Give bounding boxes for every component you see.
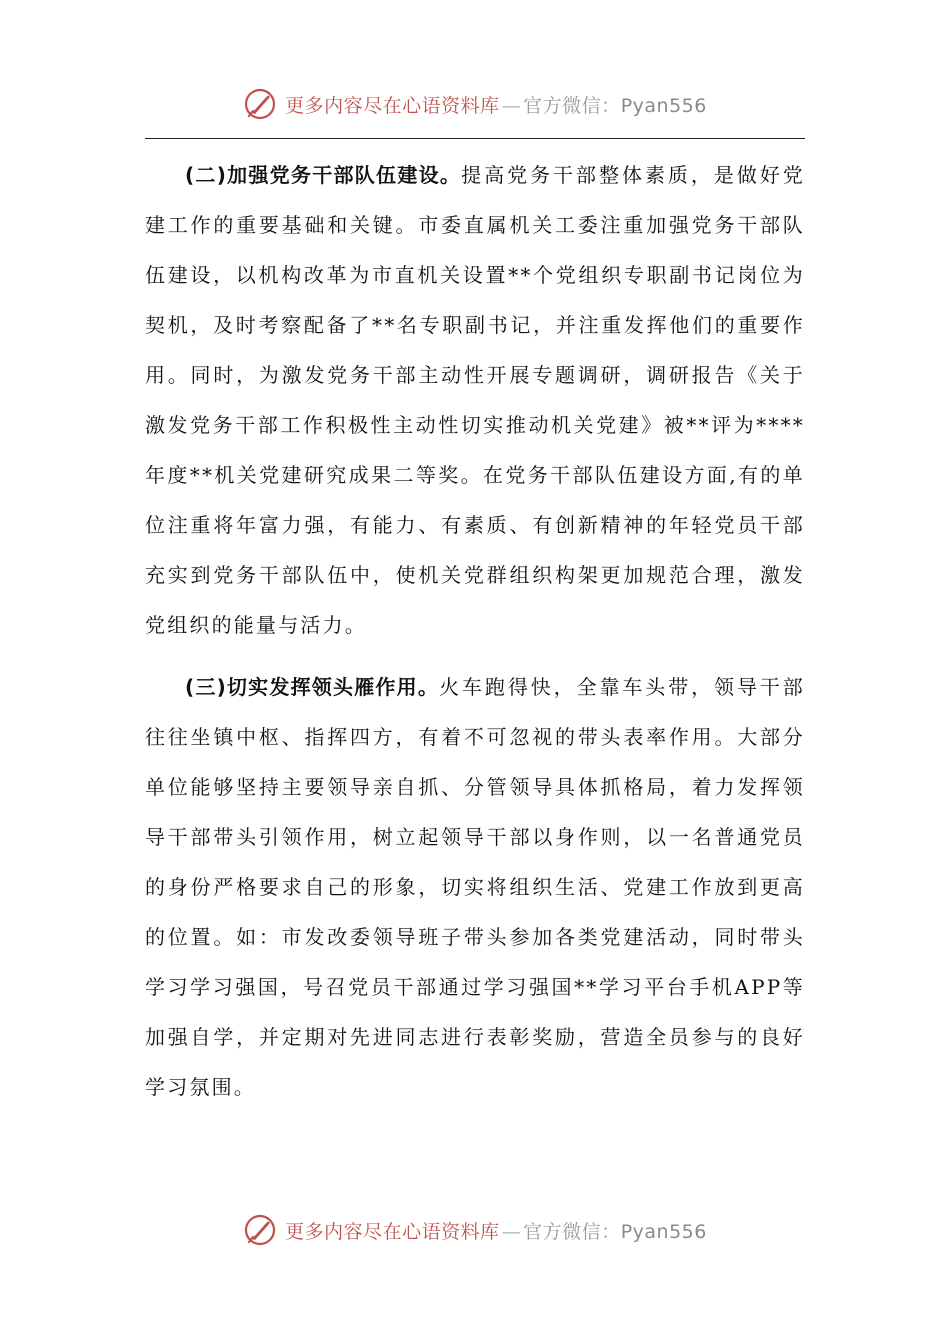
banner-separator: —: [501, 1220, 522, 1243]
header-banner: [0, 84, 950, 124]
header-divider: [145, 138, 805, 139]
banner-wechat-label: 官方微信：: [523, 94, 621, 117]
paragraph-body: 提高党务干部整体素质，是做好党建工作的重要基础和关键。市委直属机关工委注重加强党务干部队伍建设，以机构改革为市直机关设置**个党组织专职副书记岗位为契机，及时考察配备了**名专职副书记，并注重发挥他们的重要作用。同时，为激发党务干部主动性开展专题调研，调研报告《关于激发党务干部工作积极性主动性切实推动机关党建》被**评为****年度**机关党建研究成果二等奖。在党务干部队伍建设方面,有的单位注重将年富力强，有能力、有素质、有创新精神的年轻党员干部充实到党务干部队伍中，使机关党群组织构架更加规范合理，激发党组织的能量与活力。: [145, 163, 805, 637]
banner-wechat-id: Pyan556: [620, 1220, 707, 1243]
banner-wechat-id: Pyan556: [620, 94, 707, 117]
banner-text: [285, 91, 707, 118]
banner-wechat-label: 官方微信：: [523, 1220, 621, 1243]
section-heading: (二)加强党务干部队伍建设。: [185, 163, 462, 187]
paragraph-body: 火车跑得快，全靠车头带，领导干部往往坐镇中枢、指挥四方，有着不可忽视的带头表率作用。大部分单位能够坚持主要领导亲自抓、分管领导具体抓格局，着力发挥领导干部带头引领作用，树立起领导干部以身作则，以一名普通党员的身份严格要求自己的形象，切实将组织生活、党建工作放到更高的位置。如：市发改委领导班子带头参加各类党建活动，同时带头学习学习强国，号召党员干部通过学习强国**学习平台手机APP等加强自学，并定期对先进同志进行表彰奖励，营造全员参与的良好学习氛围。: [145, 675, 806, 1099]
section-heading: (三)切实发挥领头雁作用。: [185, 675, 440, 699]
footer-banner: [0, 1210, 950, 1250]
banner-slogan: 更多内容尽在心语资料库: [285, 1220, 500, 1243]
banner-separator: —: [501, 94, 522, 117]
paragraph: [145, 662, 805, 1112]
quill-pen-logo-icon: [243, 87, 277, 121]
paragraph: [145, 150, 805, 650]
banner-text: [285, 1217, 707, 1244]
quill-pen-logo-icon: [243, 1213, 277, 1247]
banner-slogan: 更多内容尽在心语资料库: [285, 94, 500, 117]
document-body: [145, 150, 805, 1112]
